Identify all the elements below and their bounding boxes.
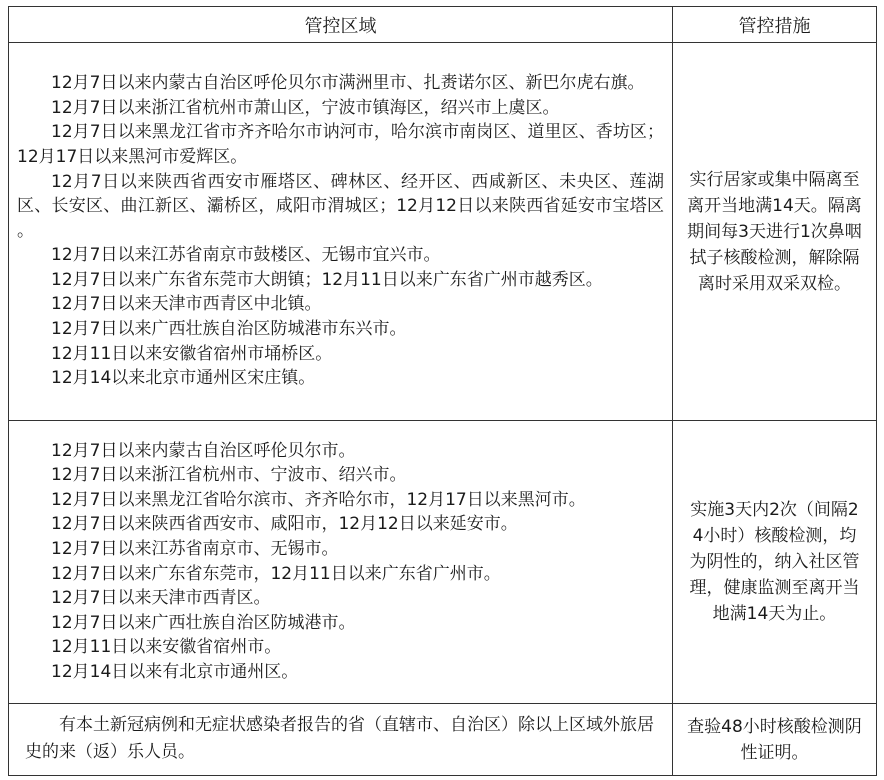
region-line: 12月7日以来浙江省杭州市、宁波市、绍兴市。: [51, 465, 407, 486]
table-row: [9, 704, 877, 776]
region-line: 12月7日以来天津市西青区。: [51, 588, 271, 609]
control-measures-table: [8, 6, 877, 776]
region-line: 12月7日以来广东省东莞市大朗镇；12月11日以来广东省广州市越秀区。: [51, 269, 603, 290]
region-line: 12月7日以来内蒙古自治区呼伦贝尔市满洲里市、扎赉诺尔区、新巴尔虎右旗。: [51, 73, 645, 94]
measure-cell: 查验48小时核酸检测阴性证明。: [673, 704, 877, 776]
measure-cell: 实行居家或集中隔离至离开当地满14天。隔离期间每3天进行1次鼻咽拭子核酸检测，解除隔离时采用双采双检。: [673, 43, 877, 421]
table-header-row: [9, 7, 877, 43]
region-line: 12月7日以来陕西省西安市雁塔区、碑林区、经开区、西咸新区、未央区、莲湖区、长安区、曲江新区、灞桥区，咸阳市渭城区；12月12日以来陕西省延安市宝塔区 。: [17, 171, 664, 241]
region-cell: [9, 43, 673, 421]
region-line: 12月7日以来黑龙江省哈尔滨市、齐齐哈尔市，12月17日以来黑河市。: [51, 489, 586, 510]
region-line: 12月11日以来安徽省宿州市埇桥区。: [51, 343, 333, 364]
control-measures-document: [8, 6, 876, 771]
region-text: 有本土新冠病例和无症状感染者报告的省（直辖市、自治区）除以上区域外旅居史的来（返）乐人员。: [25, 715, 654, 762]
measure-cell: 实施3天内2次（间隔24小时）核酸检测，均为阴性的，纳入社区管理，健康监测至离开当地满14天为止。: [673, 421, 877, 704]
region-line: 12月7日以来内蒙古自治区呼伦贝尔市。: [51, 440, 356, 461]
table-row: [9, 43, 877, 421]
region-line: 12月7日以来广西壮族自治区防城港市东兴市。: [51, 319, 407, 340]
region-line: 12月7日以来黑龙江省市齐齐哈尔市讷河市，哈尔滨市南岗区、道里区、香坊区；12月17日以来黑河市爱辉区。: [17, 122, 664, 167]
region-line: 12月7日以来天津市西青区中北镇。: [51, 294, 322, 315]
region-line: 12月7日以来浙江省杭州市萧山区，宁波市镇海区，绍兴市上虞区。: [51, 97, 560, 118]
header-measure: 管控措施: [673, 7, 877, 43]
region-cell: [9, 704, 673, 776]
region-line: 12月11日以来安徽省宿州市。: [51, 637, 282, 658]
region-line: 12月7日以来江苏省南京市、无锡市。: [51, 538, 339, 559]
region-cell: [9, 421, 673, 704]
header-region: 管控区域: [9, 7, 673, 43]
table-row: [9, 421, 877, 704]
region-line: 12月7日以来江苏省南京市鼓楼区、无锡市宜兴市。: [51, 245, 441, 266]
region-line: 12月14日以来有北京市通州区。: [51, 661, 299, 682]
region-line: 12月7日以来广东省东莞市，12月11日以来广东省广州市。: [51, 563, 501, 584]
region-line: 12月7日以来陕西省西安市、咸阳市，12月12日以来延安市。: [51, 514, 518, 535]
region-line: 12月14以来北京市通州区宋庄镇。: [51, 368, 316, 389]
region-line: 12月7日以来广西壮族自治区防城港市。: [51, 612, 356, 633]
